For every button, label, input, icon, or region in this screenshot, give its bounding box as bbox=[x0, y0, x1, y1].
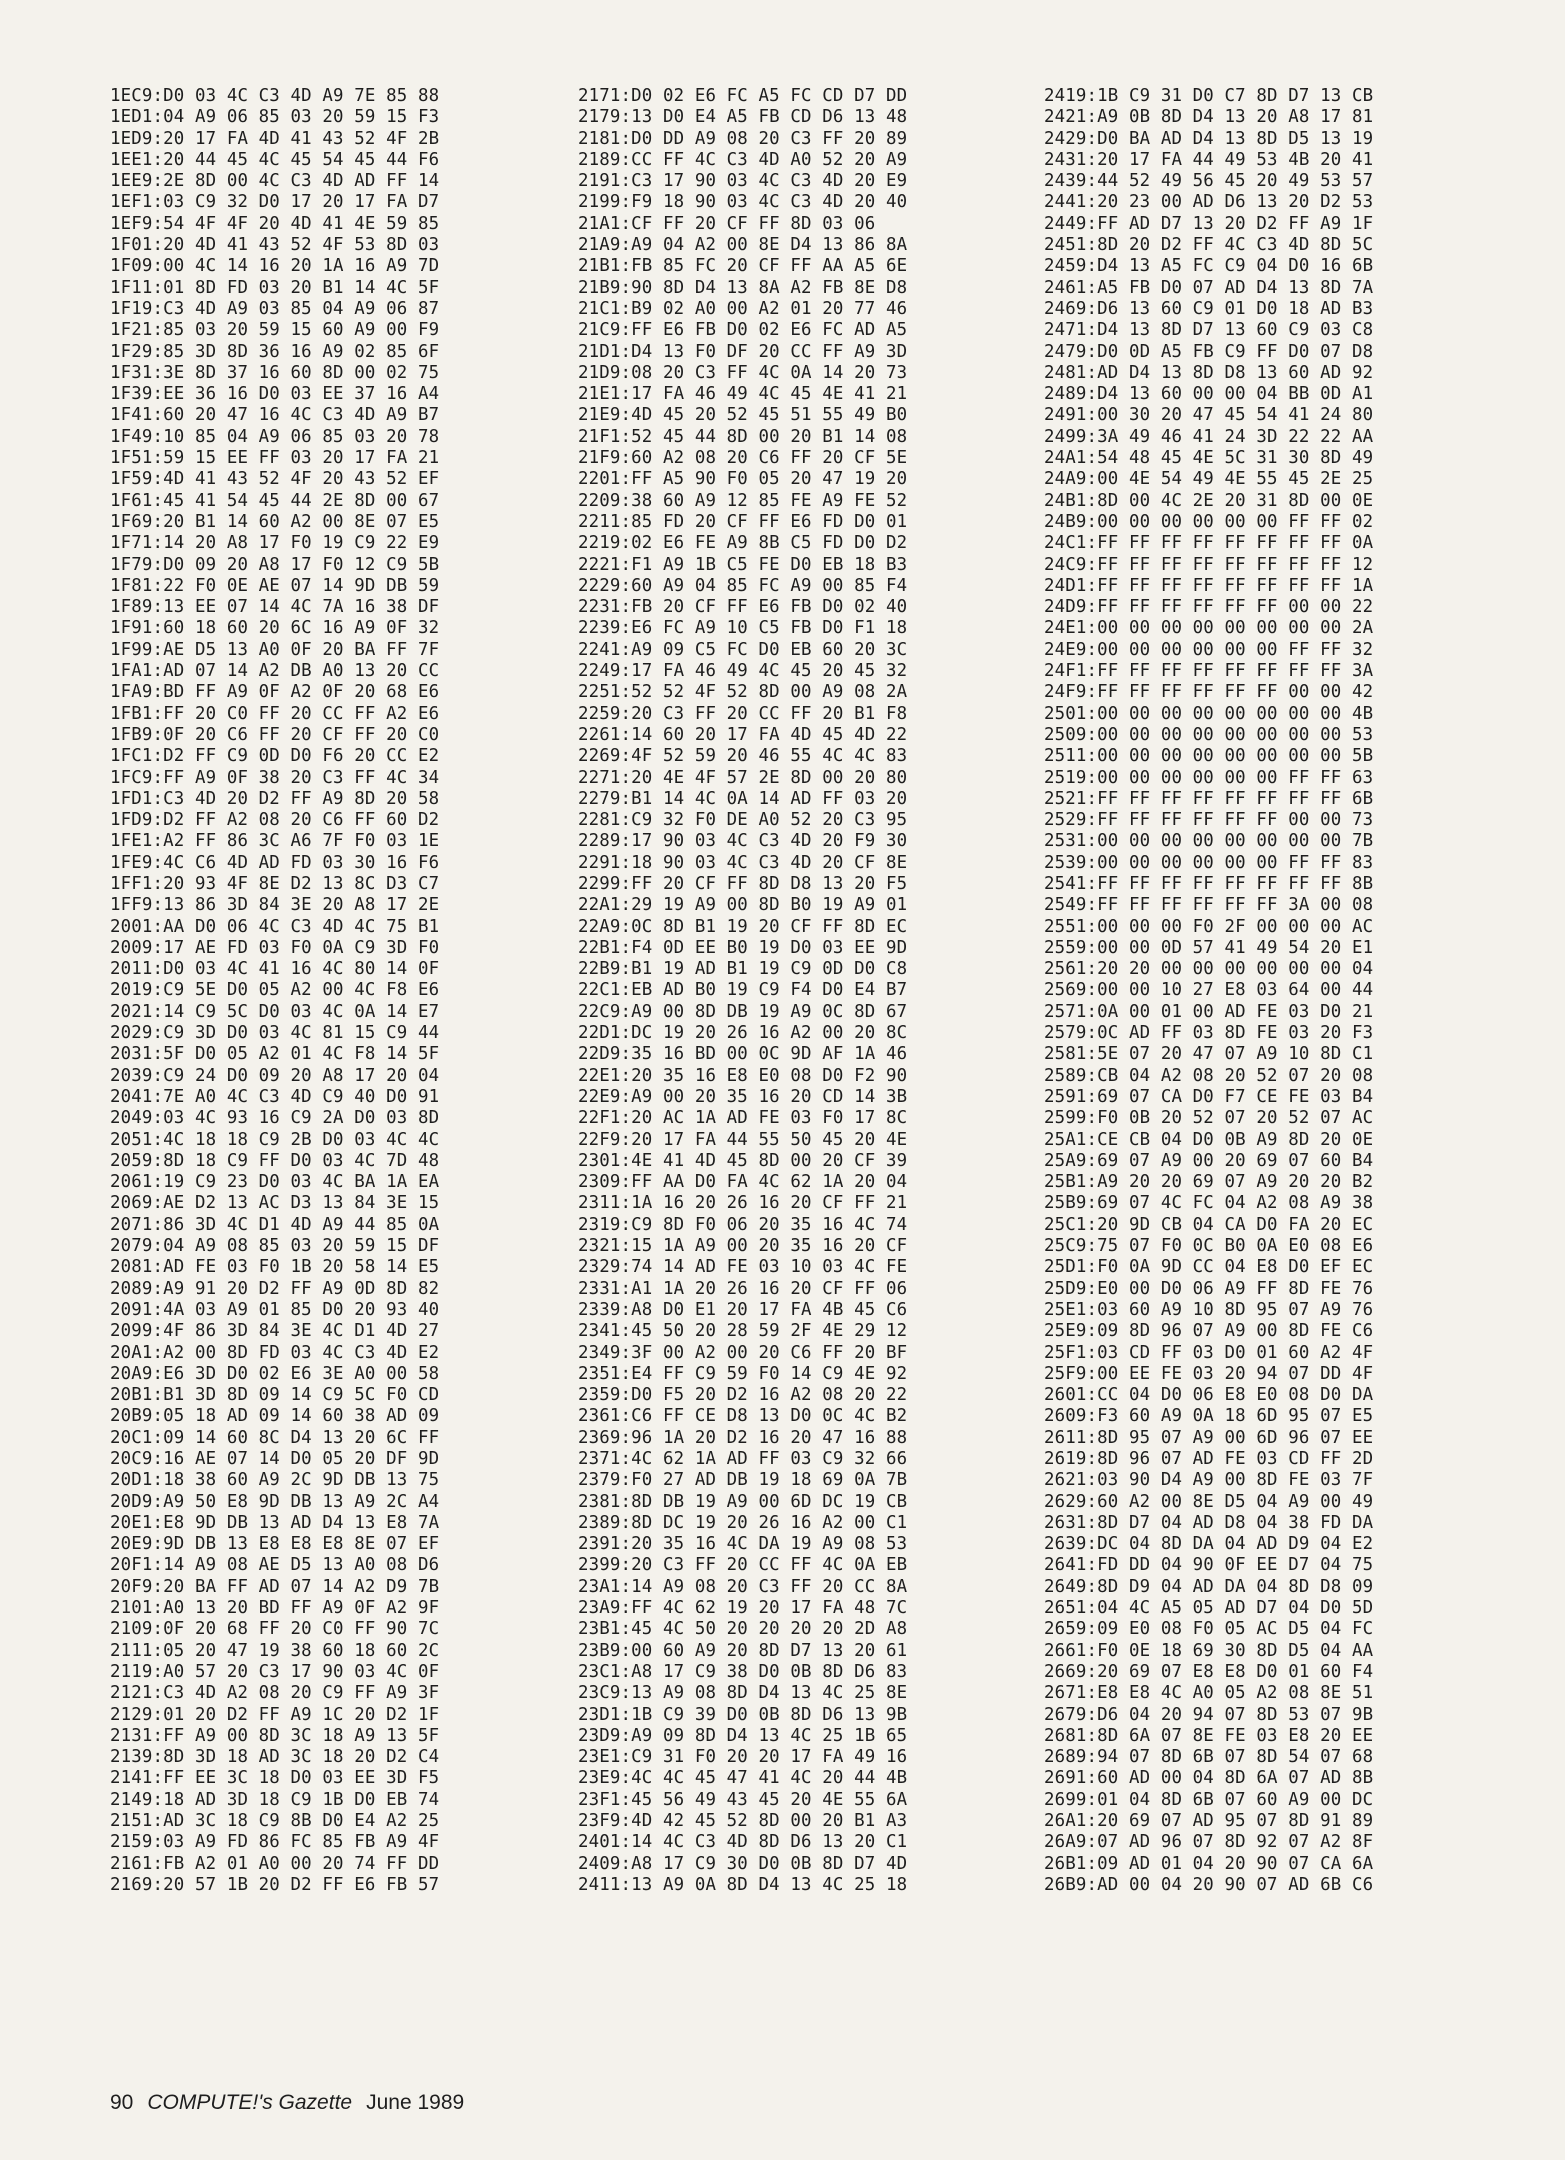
listing-line: 20C1:09 14 60 8C D4 13 20 6C FF bbox=[110, 1427, 440, 1448]
listing-line: 2151:AD 3C 18 C9 8B D0 E4 A2 25 bbox=[110, 1811, 440, 1832]
listing-line: 1F31:3E 8D 37 16 60 8D 00 02 75 bbox=[110, 362, 440, 383]
listing-line: 23A9:FF 4C 62 19 20 17 FA 48 7C bbox=[578, 1598, 908, 1619]
listing-line: 2659:09 E0 08 F0 05 AC D5 04 FC bbox=[1044, 1619, 1374, 1640]
listing-line: 2291:18 90 03 4C C3 4D 20 CF 8E bbox=[578, 852, 908, 873]
listing-line: 2339:A8 D0 E1 20 17 FA 4B 45 C6 bbox=[578, 1299, 908, 1320]
listing-line: 2589:CB 04 A2 08 20 52 07 20 08 bbox=[1044, 1065, 1374, 1086]
listing-line: 2311:1A 16 20 26 16 20 CF FF 21 bbox=[578, 1193, 908, 1214]
listing-line: 2049:03 4C 93 16 C9 2A D0 03 8D bbox=[110, 1108, 440, 1129]
listing-line: 24C1:FF FF FF FF FF FF FF FF 0A bbox=[1044, 533, 1374, 554]
listing-line: 2031:5F D0 05 A2 01 4C F8 14 5F bbox=[110, 1044, 440, 1065]
listing-line: 2631:8D D7 04 AD D8 04 38 FD DA bbox=[1044, 1512, 1374, 1533]
listing-line: 2159:03 A9 FD 86 FC 85 FB A9 4F bbox=[110, 1832, 440, 1853]
listing-line: 2471:D4 13 8D D7 13 60 C9 03 C8 bbox=[1044, 320, 1374, 341]
listing-line: 20E9:9D DB 13 E8 E8 E8 8E 07 EF bbox=[110, 1534, 440, 1555]
listing-line: 2621:03 90 D4 A9 00 8D FE 03 7F bbox=[1044, 1470, 1374, 1491]
listing-line: 2239:E6 FC A9 10 C5 FB D0 F1 18 bbox=[578, 618, 908, 639]
listing-line: 1F01:20 4D 41 43 52 4F 53 8D 03 bbox=[110, 235, 440, 256]
listing-line: 24B1:8D 00 4C 2E 20 31 8D 00 0E bbox=[1044, 490, 1374, 511]
listing-line: 2541:FF FF FF FF FF FF FF FF 8B bbox=[1044, 873, 1374, 894]
listing-line: 2401:14 4C C3 4D 8D D6 13 20 C1 bbox=[578, 1832, 908, 1853]
page-footer bbox=[110, 2091, 464, 2115]
listing-line: 2439:44 52 49 56 45 20 49 53 57 bbox=[1044, 171, 1374, 192]
listing-line: 2689:94 07 8D 6B 07 8D 54 07 68 bbox=[1044, 1747, 1374, 1768]
listing-line: 2061:19 C9 23 D0 03 4C BA 1A EA bbox=[110, 1172, 440, 1193]
listing-line: 22D1:DC 19 20 26 16 A2 00 20 8C bbox=[578, 1023, 908, 1044]
listing-line: 1F51:59 15 EE FF 03 20 17 FA 21 bbox=[110, 448, 440, 469]
listing-line: 2141:FF EE 3C 18 D0 03 EE 3D F5 bbox=[110, 1768, 440, 1789]
listing-line: 2019:C9 5E D0 05 A2 00 4C F8 E6 bbox=[110, 980, 440, 1001]
listing-line: 1F69:20 B1 14 60 A2 00 8E 07 E5 bbox=[110, 511, 440, 532]
listing-line: 2119:A0 57 20 C3 17 90 03 4C 0F bbox=[110, 1661, 440, 1682]
listing-line: 23F9:4D 42 45 52 8D 00 20 B1 A3 bbox=[578, 1811, 908, 1832]
listing-line: 2539:00 00 00 00 00 00 FF FF 83 bbox=[1044, 852, 1374, 873]
listing-line: 2169:20 57 1B 20 D2 FF E6 FB 57 bbox=[110, 1874, 440, 1895]
listing-line: 2029:C9 3D D0 03 4C 81 15 C9 44 bbox=[110, 1023, 440, 1044]
listing-line: 2551:00 00 00 F0 2F 00 00 00 AC bbox=[1044, 916, 1374, 937]
listing-line: 2409:A8 17 C9 30 D0 0B 8D D7 4D bbox=[578, 1853, 908, 1874]
listing-line: 2341:45 50 20 28 59 2F 4E 29 12 bbox=[578, 1321, 908, 1342]
listing-line: 2279:B1 14 4C 0A 14 AD FF 03 20 bbox=[578, 788, 908, 809]
listing-line: 2361:C6 FF CE D8 13 D0 0C 4C B2 bbox=[578, 1406, 908, 1427]
listing-line: 24D1:FF FF FF FF FF FF FF FF 1A bbox=[1044, 575, 1374, 596]
listing-line: 1FC1:D2 FF C9 0D D0 F6 20 CC E2 bbox=[110, 746, 440, 767]
publication-title: COMPUTE!'s Gazette bbox=[147, 2091, 353, 2114]
listing-line: 2369:96 1A 20 D2 16 20 47 16 88 bbox=[578, 1427, 908, 1448]
listing-line: 2509:00 00 00 00 00 00 00 00 53 bbox=[1044, 724, 1374, 745]
listing-line: 2611:8D 95 07 A9 00 6D 96 07 EE bbox=[1044, 1427, 1374, 1448]
listing-line: 22E1:20 35 16 E8 E0 08 D0 F2 90 bbox=[578, 1065, 908, 1086]
listing-line: 1FE9:4C C6 4D AD FD 03 30 16 F6 bbox=[110, 852, 440, 873]
page-number: 90 bbox=[110, 2091, 134, 2114]
listing-line: 2211:85 FD 20 CF FF E6 FD D0 01 bbox=[578, 511, 908, 532]
listing-line: 2041:7E A0 4C C3 4D C9 40 D0 91 bbox=[110, 1086, 440, 1107]
listing-line: 22F9:20 17 FA 44 55 50 45 20 4E bbox=[578, 1129, 908, 1150]
listing-line: 2549:FF FF FF FF FF FF 3A 00 08 bbox=[1044, 895, 1374, 916]
listing-line: 2271:20 4E 4F 57 2E 8D 00 20 80 bbox=[578, 767, 908, 788]
listing-line: 1EE1:20 44 45 4C 45 54 45 44 F6 bbox=[110, 149, 440, 170]
listing-line: 1EF9:54 4F 4F 20 4D 41 4E 59 85 bbox=[110, 213, 440, 234]
listing-line: 25A1:CE CB 04 D0 0B A9 8D 20 0E bbox=[1044, 1129, 1374, 1150]
listing-line: 2261:14 60 20 17 FA 4D 45 4D 22 bbox=[578, 724, 908, 745]
listing-line: 2179:13 D0 E4 A5 FB CD D6 13 48 bbox=[578, 107, 908, 128]
listing-line: 2009:17 AE FD 03 F0 0A C9 3D F0 bbox=[110, 937, 440, 958]
listing-line: 2199:F9 18 90 03 4C C3 4D 20 40 bbox=[578, 192, 908, 213]
listing-line: 22C1:EB AD B0 19 C9 F4 D0 E4 B7 bbox=[578, 980, 908, 1001]
listing-line: 1FA1:AD 07 14 A2 DB A0 13 20 CC bbox=[110, 661, 440, 682]
listing-line: 21F1:52 45 44 8D 00 20 B1 14 08 bbox=[578, 426, 908, 447]
listing-line: 2609:F3 60 A9 0A 18 6D 95 07 E5 bbox=[1044, 1406, 1374, 1427]
listing-line: 2321:15 1A A9 00 20 35 16 20 CF bbox=[578, 1236, 908, 1257]
listing-line: 1EC9:D0 03 4C C3 4D A9 7E 85 88 bbox=[110, 86, 440, 106]
listing-line: 2529:FF FF FF FF FF FF 00 00 73 bbox=[1044, 810, 1374, 831]
listing-line: 22E9:A9 00 20 35 16 20 CD 14 3B bbox=[578, 1086, 908, 1107]
listing-line: 2359:D0 F5 20 D2 16 A2 08 20 22 bbox=[578, 1385, 908, 1406]
listing-line: 21E9:4D 45 20 52 45 51 55 49 B0 bbox=[578, 405, 908, 426]
listing-line: 26B1:09 AD 01 04 20 90 07 CA 6A bbox=[1044, 1853, 1374, 1874]
listing-line: 2349:3F 00 A2 00 20 C6 FF 20 BF bbox=[578, 1342, 908, 1363]
listing-line: 2251:52 52 4F 52 8D 00 A9 08 2A bbox=[578, 682, 908, 703]
listing-line: 2481:AD D4 13 8D D8 13 60 AD 92 bbox=[1044, 362, 1374, 383]
listing-line: 2091:4A 03 A9 01 85 D0 20 93 40 bbox=[110, 1299, 440, 1320]
listing-line: 2531:00 00 00 00 00 00 00 00 7B bbox=[1044, 831, 1374, 852]
listing-line: 2379:F0 27 AD DB 19 18 69 0A 7B bbox=[578, 1470, 908, 1491]
listing-line: 21C9:FF E6 FB D0 02 E6 FC AD A5 bbox=[578, 320, 908, 341]
listing-line: 2209:38 60 A9 12 85 FE A9 FE 52 bbox=[578, 490, 908, 511]
issue-date: June 1989 bbox=[366, 2091, 465, 2114]
listing-line: 23A1:14 A9 08 20 C3 FF 20 CC 8A bbox=[578, 1576, 908, 1597]
listing-line: 2679:D6 04 20 94 07 8D 53 07 9B bbox=[1044, 1704, 1374, 1725]
listing-line: 2581:5E 07 20 47 07 A9 10 8D C1 bbox=[1044, 1044, 1374, 1065]
listing-line: 23F1:45 56 49 43 45 20 4E 55 6A bbox=[578, 1789, 908, 1810]
listing-line: 2221:F1 A9 1B C5 FE D0 EB 18 B3 bbox=[578, 554, 908, 575]
listing-line: 1F29:85 3D 8D 36 16 A9 02 85 6F bbox=[110, 341, 440, 362]
listing-line: 1F79:D0 09 20 A8 17 F0 12 C9 5B bbox=[110, 554, 440, 575]
listing-line: 22A9:0C 8D B1 19 20 CF FF 8D EC bbox=[578, 916, 908, 937]
listing-line: 2319:C9 8D F0 06 20 35 16 4C 74 bbox=[578, 1214, 908, 1235]
listing-line: 2511:00 00 00 00 00 00 00 00 5B bbox=[1044, 746, 1374, 767]
listing-line: 2601:CC 04 D0 06 E8 E0 08 D0 DA bbox=[1044, 1385, 1374, 1406]
listing-line: 21C1:B9 02 A0 00 A2 01 20 77 46 bbox=[578, 298, 908, 319]
listing-line: 22B1:F4 0D EE B0 19 D0 03 EE 9D bbox=[578, 937, 908, 958]
listing-line: 1FE1:A2 FF 86 3C A6 7F F0 03 1E bbox=[110, 831, 440, 852]
listing-line: 2189:CC FF 4C C3 4D A0 52 20 A9 bbox=[578, 149, 908, 170]
listing-line: 2649:8D D9 04 AD DA 04 8D D8 09 bbox=[1044, 1576, 1374, 1597]
listing-line: 2131:FF A9 00 8D 3C 18 A9 13 5F bbox=[110, 1725, 440, 1746]
listing-line: 2021:14 C9 5C D0 03 4C 0A 14 E7 bbox=[110, 1001, 440, 1022]
listing-line: 1F91:60 18 60 20 6C 16 A9 0F 32 bbox=[110, 618, 440, 639]
listing-line: 1FB9:0F 20 C6 FF 20 CF FF 20 C0 bbox=[110, 724, 440, 745]
listing-line: 24F1:FF FF FF FF FF FF FF FF 3A bbox=[1044, 661, 1374, 682]
listing-line: 2559:00 00 0D 57 41 49 54 20 E1 bbox=[1044, 937, 1374, 958]
listing-line: 2139:8D 3D 18 AD 3C 18 20 D2 C4 bbox=[110, 1747, 440, 1768]
listing-line: 1ED9:20 17 FA 4D 41 43 52 4F 2B bbox=[110, 128, 440, 149]
listing-line: 2519:00 00 00 00 00 00 FF FF 63 bbox=[1044, 767, 1374, 788]
listing-line: 2309:FF AA D0 FA 4C 62 1A 20 04 bbox=[578, 1172, 908, 1193]
listing-line: 2011:D0 03 4C 41 16 4C 80 14 0F bbox=[110, 959, 440, 980]
listing-line: 24C9:FF FF FF FF FF FF FF FF 12 bbox=[1044, 554, 1374, 575]
listing-line: 2599:F0 0B 20 52 07 20 52 07 AC bbox=[1044, 1108, 1374, 1129]
listing-line: 2249:17 FA 46 49 4C 45 20 45 32 bbox=[578, 661, 908, 682]
listing-line: 2269:4F 52 59 20 46 55 4C 4C 83 bbox=[578, 746, 908, 767]
listing-line: 24D9:FF FF FF FF FF FF 00 00 22 bbox=[1044, 597, 1374, 618]
listing-line: 1EF1:03 C9 32 D0 17 20 17 FA D7 bbox=[110, 192, 440, 213]
listing-line: 1F89:13 EE 07 14 4C 7A 16 38 DF bbox=[110, 597, 440, 618]
listing-line: 1F59:4D 41 43 52 4F 20 43 52 EF bbox=[110, 469, 440, 490]
listing-line: 20C9:16 AE 07 14 D0 05 20 DF 9D bbox=[110, 1449, 440, 1469]
listing-line: 2459:D4 13 A5 FC C9 04 D0 16 6B bbox=[1044, 256, 1374, 277]
listing-line: 20A1:A2 00 8D FD 03 4C C3 4D E2 bbox=[110, 1342, 440, 1363]
listing-line: 23E1:C9 31 F0 20 20 17 FA 49 16 bbox=[578, 1747, 908, 1768]
listing-line: 2441:20 23 00 AD D6 13 20 D2 53 bbox=[1044, 192, 1374, 213]
listing-line: 2469:D6 13 60 C9 01 D0 18 AD B3 bbox=[1044, 298, 1374, 319]
listing-line: 22D9:35 16 BD 00 0C 9D AF 1A 46 bbox=[578, 1044, 908, 1065]
listing-line: 22F1:20 AC 1A AD FE 03 F0 17 8C bbox=[578, 1108, 908, 1129]
listing-line: 2479:D0 0D A5 FB C9 FF D0 07 D8 bbox=[1044, 341, 1374, 362]
listing-line: 20D1:18 38 60 A9 2C 9D DB 13 75 bbox=[110, 1470, 440, 1491]
listing-line: 2241:A9 09 C5 FC D0 EB 60 20 3C bbox=[578, 639, 908, 660]
listing-line: 2619:8D 96 07 AD FE 03 CD FF 2D bbox=[1044, 1449, 1374, 1469]
listing-line: 21F9:60 A2 08 20 C6 FF 20 CF 5E bbox=[578, 448, 908, 469]
listing-line: 1F61:45 41 54 45 44 2E 8D 00 67 bbox=[110, 490, 440, 511]
listing-line: 2521:FF FF FF FF FF FF FF FF 6B bbox=[1044, 788, 1374, 809]
listing-line: 1FB1:FF 20 C0 FF 20 CC FF A2 E6 bbox=[110, 703, 440, 724]
listing-line: 25B9:69 07 4C FC 04 A2 08 A9 38 bbox=[1044, 1193, 1374, 1214]
listing-line: 2371:4C 62 1A AD FF 03 C9 32 66 bbox=[578, 1449, 908, 1469]
listing-line: 2191:C3 17 90 03 4C C3 4D 20 E9 bbox=[578, 171, 908, 192]
listing-line: 20B1:B1 3D 8D 09 14 C9 5C F0 CD bbox=[110, 1385, 440, 1406]
listing-line: 22B9:B1 19 AD B1 19 C9 0D D0 C8 bbox=[578, 959, 908, 980]
listing-line: 2081:AD FE 03 F0 1B 20 58 14 E5 bbox=[110, 1257, 440, 1278]
listing-line: 21A9:A9 04 A2 00 8E D4 13 86 8A bbox=[578, 235, 908, 256]
listing-line: 2489:D4 13 60 00 00 04 BB 0D A1 bbox=[1044, 384, 1374, 405]
listing-line: 22C9:A9 00 8D DB 19 A9 0C 8D 67 bbox=[578, 1001, 908, 1022]
listing-line: 2109:0F 20 68 FF 20 C0 FF 90 7C bbox=[110, 1619, 440, 1640]
listing-line: 2351:E4 FF C9 59 F0 14 C9 4E 92 bbox=[578, 1363, 908, 1384]
listing-line: 2059:8D 18 C9 FF D0 03 4C 7D 48 bbox=[110, 1150, 440, 1171]
listing-line: 1F41:60 20 47 16 4C C3 4D A9 B7 bbox=[110, 405, 440, 426]
listing-line: 2099:4F 86 3D 84 3E 4C D1 4D 27 bbox=[110, 1321, 440, 1342]
listing-line: 1FC9:FF A9 0F 38 20 C3 FF 4C 34 bbox=[110, 767, 440, 788]
listing-line: 2051:4C 18 18 C9 2B D0 03 4C 4C bbox=[110, 1129, 440, 1150]
listing-line: 23B9:00 60 A9 20 8D D7 13 20 61 bbox=[578, 1640, 908, 1661]
listing-line: 2171:D0 02 E6 FC A5 FC CD D7 DD bbox=[578, 86, 908, 106]
listing-line: 2429:D0 BA AD D4 13 8D D5 13 19 bbox=[1044, 128, 1374, 149]
listing-line: 24E9:00 00 00 00 00 00 FF FF 32 bbox=[1044, 639, 1374, 660]
listing-line: 2281:C9 32 F0 DE A0 52 20 C3 95 bbox=[578, 810, 908, 831]
listing-column-3 bbox=[1044, 86, 1373, 1896]
listing-line: 1F21:85 03 20 59 15 60 A9 00 F9 bbox=[110, 320, 440, 341]
listing-line: 2079:04 A9 08 85 03 20 59 15 DF bbox=[110, 1236, 440, 1257]
listing-line: 20E1:E8 9D DB 13 AD D4 13 E8 7A bbox=[110, 1512, 440, 1533]
listing-line: 26B9:AD 00 04 20 90 07 AD 6B C6 bbox=[1044, 1874, 1374, 1895]
listing-line: 26A9:07 AD 96 07 8D 92 07 A2 8F bbox=[1044, 1832, 1374, 1853]
listing-line: 25C9:75 07 F0 0C B0 0A E0 08 E6 bbox=[1044, 1236, 1374, 1257]
listing-line: 1F71:14 20 A8 17 F0 19 C9 22 E9 bbox=[110, 533, 440, 554]
listing-line: 2681:8D 6A 07 8E FE 03 E8 20 EE bbox=[1044, 1725, 1374, 1746]
listing-line: 1F81:22 F0 0E AE 07 14 9D DB 59 bbox=[110, 575, 440, 596]
listing-line: 25F9:00 EE FE 03 20 94 07 DD 4F bbox=[1044, 1363, 1374, 1384]
listing-line: 2691:60 AD 00 04 8D 6A 07 AD 8B bbox=[1044, 1768, 1374, 1789]
listing-line: 25E1:03 60 A9 10 8D 95 07 A9 76 bbox=[1044, 1299, 1374, 1320]
listing-line: 23E9:4C 4C 45 47 41 4C 20 44 4B bbox=[578, 1768, 908, 1789]
listing-line: 2579:0C AD FF 03 8D FE 03 20 F3 bbox=[1044, 1023, 1374, 1044]
listing-line: 2639:DC 04 8D DA 04 AD D9 04 E2 bbox=[1044, 1534, 1374, 1555]
listing-line: 25D1:F0 0A 9D CC 04 E8 D0 EF EC bbox=[1044, 1257, 1374, 1278]
listing-line: 2121:C3 4D A2 08 20 C9 FF A9 3F bbox=[110, 1683, 440, 1704]
listing-line: 22A1:29 19 A9 00 8D B0 19 A9 01 bbox=[578, 895, 908, 916]
listing-line: 2331:A1 1A 20 26 16 20 CF FF 06 bbox=[578, 1278, 908, 1299]
listing-column-2 bbox=[578, 86, 907, 1896]
listing-line: 21B9:90 8D D4 13 8A A2 FB 8E D8 bbox=[578, 277, 908, 298]
listing-line: 1F11:01 8D FD 03 20 B1 14 4C 5F bbox=[110, 277, 440, 298]
listing-line: 1ED1:04 A9 06 85 03 20 59 15 F3 bbox=[110, 107, 440, 128]
listing-line: 25E9:09 8D 96 07 A9 00 8D FE C6 bbox=[1044, 1321, 1374, 1342]
listing-line: 1FF1:20 93 4F 8E D2 13 8C D3 C7 bbox=[110, 873, 440, 894]
listing-line: 21E1:17 FA 46 49 4C 45 4E 41 21 bbox=[578, 384, 908, 405]
listing-line: 2039:C9 24 D0 09 20 A8 17 20 04 bbox=[110, 1065, 440, 1086]
listing-line: 2389:8D DC 19 20 26 16 A2 00 C1 bbox=[578, 1512, 908, 1533]
listing-line: 2671:E8 E8 4C A0 05 A2 08 8E 51 bbox=[1044, 1683, 1374, 1704]
listing-line: 2259:20 C3 FF 20 CC FF 20 B1 F8 bbox=[578, 703, 908, 724]
listing-line: 2381:8D DB 19 A9 00 6D DC 19 CB bbox=[578, 1491, 908, 1512]
listing-line: 24B9:00 00 00 00 00 00 FF FF 02 bbox=[1044, 511, 1374, 532]
listing-line: 1F19:C3 4D A9 03 85 04 A9 06 87 bbox=[110, 298, 440, 319]
listing-line: 2161:FB A2 01 A0 00 20 74 FF DD bbox=[110, 1853, 440, 1874]
listing-line: 24F9:FF FF FF FF FF FF 00 00 42 bbox=[1044, 682, 1374, 703]
listing-line: 1F09:00 4C 14 16 20 1A 16 A9 7D bbox=[110, 256, 440, 277]
listing-line: 2299:FF 20 CF FF 8D D8 13 20 F5 bbox=[578, 873, 908, 894]
listing-line: 2089:A9 91 20 D2 FF A9 0D 8D 82 bbox=[110, 1278, 440, 1299]
listing-line: 2449:FF AD D7 13 20 D2 FF A9 1F bbox=[1044, 213, 1374, 234]
listing-line: 2289:17 90 03 4C C3 4D 20 F9 30 bbox=[578, 831, 908, 852]
listing-line: 2501:00 00 00 00 00 00 00 00 4B bbox=[1044, 703, 1374, 724]
listing-line: 2071:86 3D 4C D1 4D A9 44 85 0A bbox=[110, 1214, 440, 1235]
listing-line: 1F99:AE D5 13 A0 0F 20 BA FF 7F bbox=[110, 639, 440, 660]
listing-line: 2101:A0 13 20 BD FF A9 0F A2 9F bbox=[110, 1598, 440, 1619]
listing-line: 25A9:69 07 A9 00 20 69 07 60 B4 bbox=[1044, 1150, 1374, 1171]
listing-line: 21D1:D4 13 F0 DF 20 CC FF A9 3D bbox=[578, 341, 908, 362]
listing-line: 2421:A9 0B 8D D4 13 20 A8 17 81 bbox=[1044, 107, 1374, 128]
listing-line: 23D1:1B C9 39 D0 0B 8D D6 13 9B bbox=[578, 1704, 908, 1725]
listing-line: 1F39:EE 36 16 D0 03 EE 37 16 A4 bbox=[110, 384, 440, 405]
listing-line: 1FD9:D2 FF A2 08 20 C6 FF 60 D2 bbox=[110, 810, 440, 831]
listing-line: 2651:04 4C A5 05 AD D7 04 D0 5D bbox=[1044, 1598, 1374, 1619]
listing-line: 2491:00 30 20 47 45 54 41 24 80 bbox=[1044, 405, 1374, 426]
listing-line: 21B1:FB 85 FC 20 CF FF AA A5 6E bbox=[578, 256, 908, 277]
listing-line: 2301:4E 41 4D 45 8D 00 20 CF 39 bbox=[578, 1150, 908, 1171]
listing-line: 2499:3A 49 46 41 24 3D 22 22 AA bbox=[1044, 426, 1374, 447]
listing-line: 23C9:13 A9 08 8D D4 13 4C 25 8E bbox=[578, 1683, 908, 1704]
listing-line: 2451:8D 20 D2 FF 4C C3 4D 8D 5C bbox=[1044, 235, 1374, 256]
listing-line: 26A1:20 69 07 AD 95 07 8D 91 89 bbox=[1044, 1811, 1374, 1832]
listing-line: 2001:AA D0 06 4C C3 4D 4C 75 B1 bbox=[110, 916, 440, 937]
listing-line: 1FF9:13 86 3D 84 3E 20 A8 17 2E bbox=[110, 895, 440, 916]
listing-line: 2149:18 AD 3D 18 C9 1B D0 EB 74 bbox=[110, 1789, 440, 1810]
listing-line: 1FA9:BD FF A9 0F A2 0F 20 68 E6 bbox=[110, 682, 440, 703]
listing-line: 2231:FB 20 CF FF E6 FB D0 02 40 bbox=[578, 597, 908, 618]
listing-line: 2699:01 04 8D 6B 07 60 A9 00 DC bbox=[1044, 1789, 1374, 1810]
listing-line: 20D9:A9 50 E8 9D DB 13 A9 2C A4 bbox=[110, 1491, 440, 1512]
listing-line: 20B9:05 18 AD 09 14 60 38 AD 09 bbox=[110, 1406, 440, 1427]
listing-line: 20A9:E6 3D D0 02 E6 3E A0 00 58 bbox=[110, 1363, 440, 1384]
listing-line: 2571:0A 00 01 00 AD FE 03 D0 21 bbox=[1044, 1001, 1374, 1022]
listing-line: 2219:02 E6 FE A9 8B C5 FD D0 D2 bbox=[578, 533, 908, 554]
listing-line: 23C1:A8 17 C9 38 D0 0B 8D D6 83 bbox=[578, 1661, 908, 1682]
listing-line: 2111:05 20 47 19 38 60 18 60 2C bbox=[110, 1640, 440, 1661]
listing-line: 2561:20 20 00 00 00 00 00 00 04 bbox=[1044, 959, 1374, 980]
listing-line: 2641:FD DD 04 90 0F EE D7 04 75 bbox=[1044, 1555, 1374, 1576]
listing-line: 2329:74 14 AD FE 03 10 03 4C FE bbox=[578, 1257, 908, 1278]
listing-line: 24A1:54 48 45 4E 5C 31 30 8D 49 bbox=[1044, 448, 1374, 469]
listing-line: 1FD1:C3 4D 20 D2 FF A9 8D 20 58 bbox=[110, 788, 440, 809]
listing-line: 24E1:00 00 00 00 00 00 00 00 2A bbox=[1044, 618, 1374, 639]
listing-line: 25F1:03 CD FF 03 D0 01 60 A2 4F bbox=[1044, 1342, 1374, 1363]
listing-line: 23B1:45 4C 50 20 20 20 20 2D A8 bbox=[578, 1619, 908, 1640]
listing-line: 25C1:20 9D CB 04 CA D0 FA 20 EC bbox=[1044, 1214, 1374, 1235]
listing-line: 2391:20 35 16 4C DA 19 A9 08 53 bbox=[578, 1534, 908, 1555]
listing-line: 2229:60 A9 04 85 FC A9 00 85 F4 bbox=[578, 575, 908, 596]
listing-line: 2569:00 00 10 27 E8 03 64 00 44 bbox=[1044, 980, 1374, 1001]
listing-line: 2129:01 20 D2 FF A9 1C 20 D2 1F bbox=[110, 1704, 440, 1725]
listing-line: 25D9:E0 00 D0 06 A9 FF 8D FE 76 bbox=[1044, 1278, 1374, 1299]
listing-line: 1EE9:2E 8D 00 4C C3 4D AD FF 14 bbox=[110, 171, 440, 192]
listing-line: 1F49:10 85 04 A9 06 85 03 20 78 bbox=[110, 426, 440, 447]
listing-line: 25B1:A9 20 20 69 07 A9 20 20 B2 bbox=[1044, 1172, 1374, 1193]
listing-line: 23D9:A9 09 8D D4 13 4C 25 1B 65 bbox=[578, 1725, 908, 1746]
listing-line: 2629:60 A2 00 8E D5 04 A9 00 49 bbox=[1044, 1491, 1374, 1512]
listing-line: 2431:20 17 FA 44 49 53 4B 20 41 bbox=[1044, 149, 1374, 170]
listing-line: 2661:F0 0E 18 69 30 8D D5 04 AA bbox=[1044, 1640, 1374, 1661]
listing-line: 24A9:00 4E 54 49 4E 55 45 2E 25 bbox=[1044, 469, 1374, 490]
listing-line: 2411:13 A9 0A 8D D4 13 4C 25 18 bbox=[578, 1874, 908, 1895]
listing-line: 2069:AE D2 13 AC D3 13 84 3E 15 bbox=[110, 1193, 440, 1214]
listing-line: 20F9:20 BA FF AD 07 14 A2 D9 7B bbox=[110, 1576, 440, 1597]
listing-line: 2669:20 69 07 E8 E8 D0 01 60 F4 bbox=[1044, 1661, 1374, 1682]
listing-line: 20F1:14 A9 08 AE D5 13 A0 08 D6 bbox=[110, 1555, 440, 1576]
listing-line: 21D9:08 20 C3 FF 4C 0A 14 20 73 bbox=[578, 362, 908, 383]
listing-column-1 bbox=[110, 86, 439, 1896]
listing-line: 2461:A5 FB D0 07 AD D4 13 8D 7A bbox=[1044, 277, 1374, 298]
listing-line: 2399:20 C3 FF 20 CC FF 4C 0A EB bbox=[578, 1555, 908, 1576]
listing-line: 2419:1B C9 31 D0 C7 8D D7 13 CB bbox=[1044, 86, 1374, 106]
listing-line: 2591:69 07 CA D0 F7 CE FE 03 B4 bbox=[1044, 1086, 1374, 1107]
listing-line: 21A1:CF FF 20 CF FF 8D 03 06 bbox=[578, 213, 876, 234]
listing-line: 2201:FF A5 90 F0 05 20 47 19 20 bbox=[578, 469, 908, 490]
listing-line: 2181:D0 DD A9 08 20 C3 FF 20 89 bbox=[578, 128, 908, 149]
